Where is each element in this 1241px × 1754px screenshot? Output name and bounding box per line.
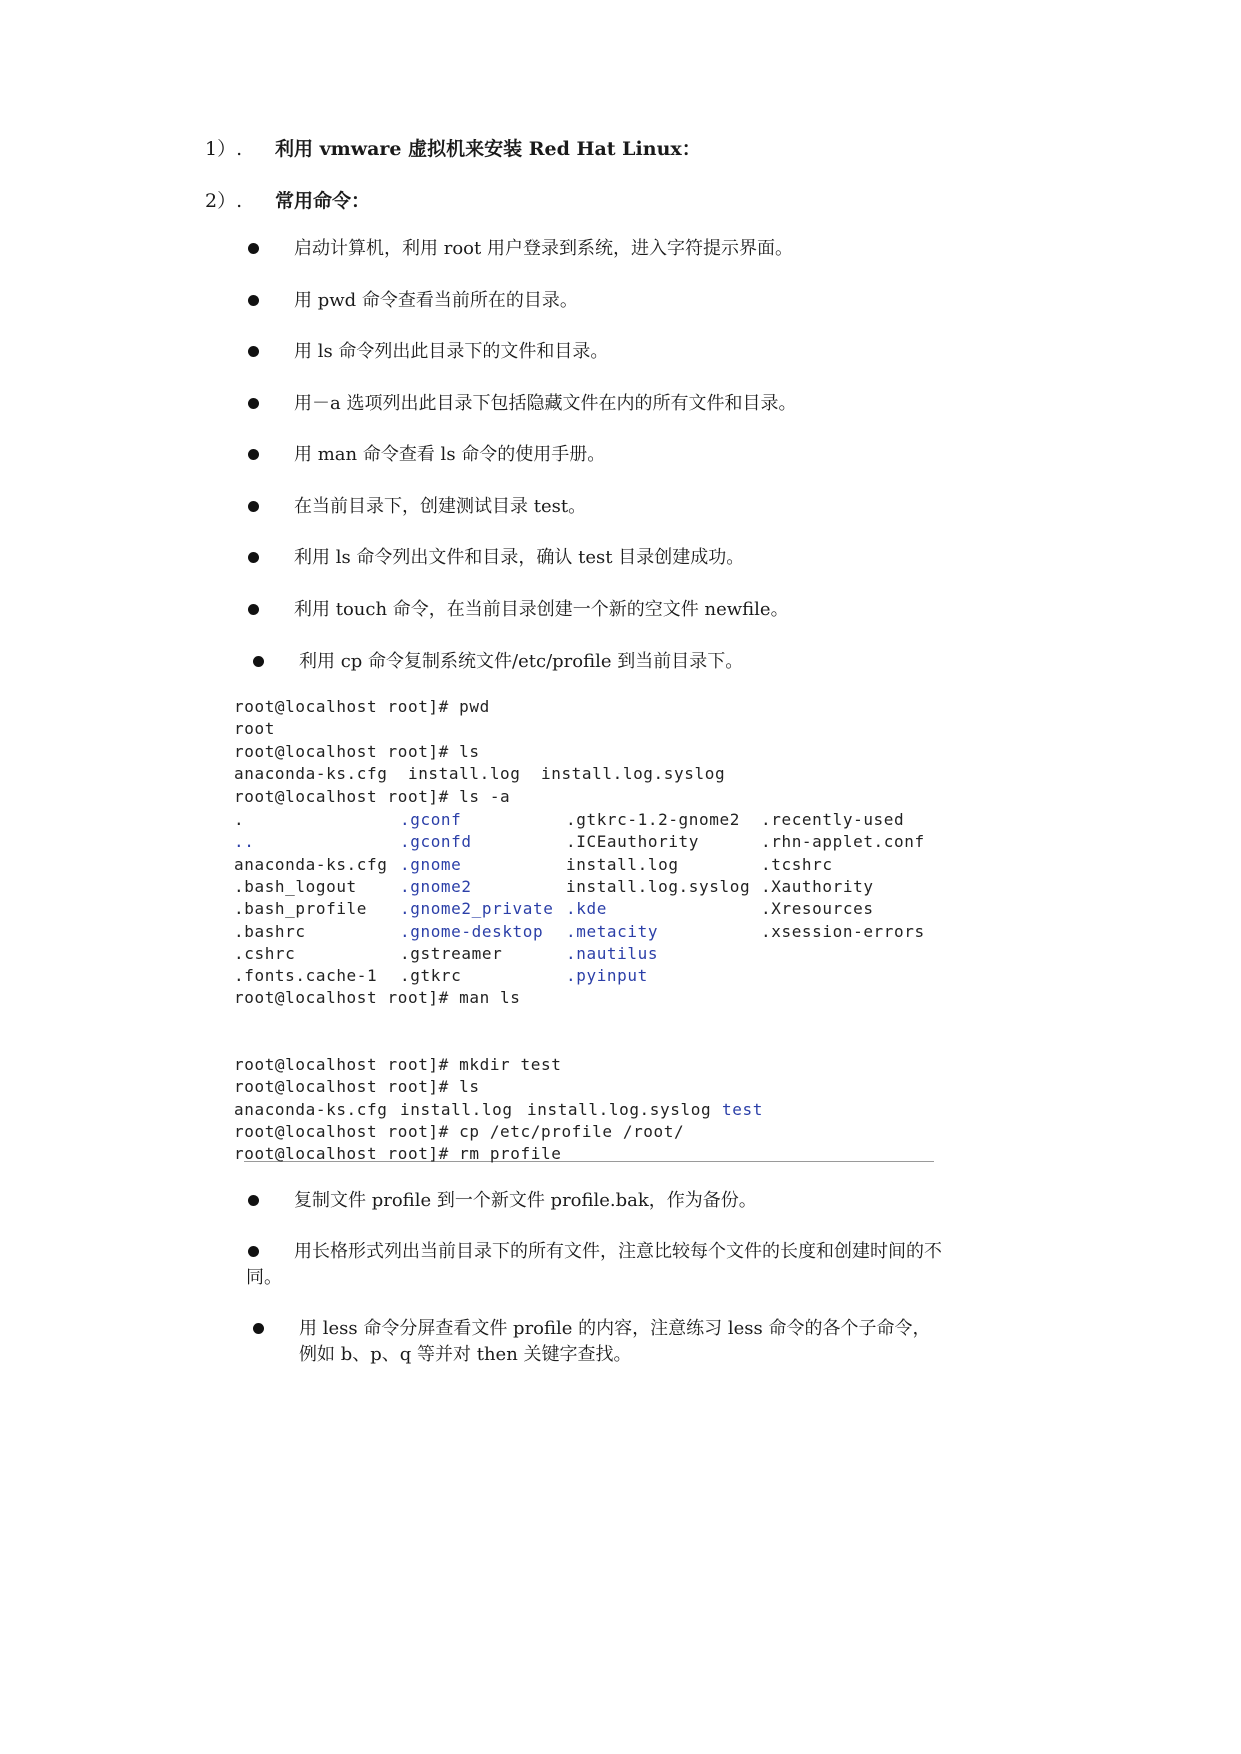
bullet-dot-icon xyxy=(248,449,259,460)
terminal-line: root@localhost root]# ls xyxy=(234,1077,480,1096)
terminal-dir-entry: .gnome2 xyxy=(400,876,472,896)
terminal-dir-entry: .gnome xyxy=(400,854,462,874)
terminal-file-entry: .cshrc xyxy=(234,943,296,963)
bullet-dot-icon xyxy=(248,604,259,615)
terminal-line: root@localhost root]# man ls xyxy=(234,988,521,1007)
bullet-text: 利用 touch 命令，在当前目录创建一个新的空文件 newfile。 xyxy=(294,599,789,620)
heading-1 xyxy=(205,134,701,161)
heading-text: 常用命令： xyxy=(275,190,371,212)
bullet-dot-icon xyxy=(248,1195,259,1206)
bullet-dot-icon xyxy=(253,1323,264,1334)
terminal-line: root@localhost root]# pwd xyxy=(234,697,490,716)
terminal-file-entry: .gstreamer xyxy=(400,943,503,963)
bullet-text: 用长格形式列出当前目录下的所有文件，注意比较每个文件的长度和创建时间的不同。 xyxy=(246,1241,942,1288)
bullet-text: 用 ls 命令列出此目录下的文件和目录。 xyxy=(294,341,609,362)
terminal-file-entry: .rhn-applet.conf xyxy=(761,832,925,852)
bullet-text: 用 man 命令查看 ls 命令的使用手册。 xyxy=(294,444,606,465)
terminal-file-entry: .Xauthority xyxy=(761,876,874,896)
terminal-line: root@localhost root]# rm profile xyxy=(234,1144,562,1163)
terminal-line: root@localhost root]# ls -a xyxy=(234,787,511,806)
terminal-file-entry: .ICEauthority xyxy=(566,832,700,852)
terminal-file-entry: .gtkrc xyxy=(400,966,462,986)
terminal-dir-entry: .pyinput xyxy=(566,966,648,986)
heading-number: 1）. xyxy=(205,138,243,160)
bullet-dot-icon xyxy=(248,295,259,306)
terminal-file-entry: .bash_profile xyxy=(234,899,368,919)
terminal-file-entry: .bash_logout xyxy=(234,876,357,896)
terminal-dir-entry: .gconfd xyxy=(400,832,472,852)
bullet-dot-icon xyxy=(248,501,259,512)
terminal-dir-entry: .. xyxy=(234,832,255,852)
terminal-dir-entry: .gnome2_private xyxy=(400,899,554,919)
terminal-file-entry: anaconda-ks.cfg xyxy=(234,854,388,874)
bullet-text: 利用 ls 命令列出文件和目录，确认 test 目录创建成功。 xyxy=(294,547,745,568)
terminal-file-entry: .recently-used xyxy=(761,810,905,829)
terminal-file-entry: .Xresources xyxy=(761,899,874,919)
terminal-line: root@localhost root]# ls xyxy=(234,742,480,761)
terminal-line: root@localhost root]# cp /etc/profile /root/ xyxy=(234,1122,685,1141)
terminal-line: root xyxy=(234,719,275,738)
terminal-file-entry: . xyxy=(234,810,245,829)
terminal-file-entry: .bashrc xyxy=(234,921,306,941)
terminal-file-entry: install.log xyxy=(566,854,679,874)
heading-text: 利用 vmware 虚拟机来安装 Red Hat Linux： xyxy=(275,138,701,160)
bullet-text: 复制文件 profile 到一个新文件 profile.bak，作为备份。 xyxy=(294,1190,757,1211)
terminal-file-entry: .tcshrc xyxy=(761,854,833,874)
terminal-screenshot xyxy=(234,695,934,1163)
heading-2 xyxy=(205,186,370,213)
terminal-file-entry: .fonts.cache-1 xyxy=(234,966,378,986)
terminal-file-entry: .xsession-errors xyxy=(761,921,925,941)
bullet-dot-icon xyxy=(248,552,259,563)
terminal-dir-entry: test xyxy=(722,1100,763,1119)
bullet-text: 启动计算机，利用 root 用户登录到系统，进入字符提示界面。 xyxy=(294,238,793,259)
terminal-file-entry: anaconda-ks.cfg xyxy=(234,1100,388,1119)
heading-number: 2）. xyxy=(205,190,243,212)
bullet-dot-icon xyxy=(248,243,259,254)
terminal-line: root@localhost root]# mkdir test xyxy=(234,1055,562,1074)
terminal-dir-entry: .nautilus xyxy=(566,943,659,963)
terminal-dir-entry: .kde xyxy=(566,899,607,919)
bullet-text: 用－a 选项列出此目录下包括隐藏文件在内的所有文件和目录。 xyxy=(294,393,797,414)
bullet-dot-icon xyxy=(248,398,259,409)
terminal-line: anaconda-ks.cfg install.log install.log.syslog xyxy=(234,764,726,783)
bullet-dot-icon xyxy=(248,346,259,357)
terminal-file-entry: install.log.syslog xyxy=(527,1100,712,1119)
terminal-file-entry: install.log.syslog xyxy=(566,876,751,896)
terminal-dir-entry: .gnome-desktop xyxy=(400,921,544,941)
terminal-file-entry: install.log xyxy=(400,1100,513,1119)
bullet-text: 用 less 命令分屏查看文件 profile 的内容，注意练习 less 命令的各个子命令，例如 b、p、q 等并对 then 关键字查找。 xyxy=(299,1318,931,1365)
bullet-text: 用 pwd 命令查看当前所在的目录。 xyxy=(294,290,578,311)
terminal-file-entry: .gtkrc-1.2-gnome2 xyxy=(566,810,740,829)
terminal-dir-entry: .gconf xyxy=(400,810,462,829)
bullet-text: 在当前目录下，创建测试目录 test。 xyxy=(294,496,587,517)
bullet-dot-icon xyxy=(253,656,264,667)
terminal-dir-entry: .metacity xyxy=(566,921,659,941)
bullet-text: 利用 cp 命令复制系统文件/etc/profile 到当前目录下。 xyxy=(299,651,744,672)
